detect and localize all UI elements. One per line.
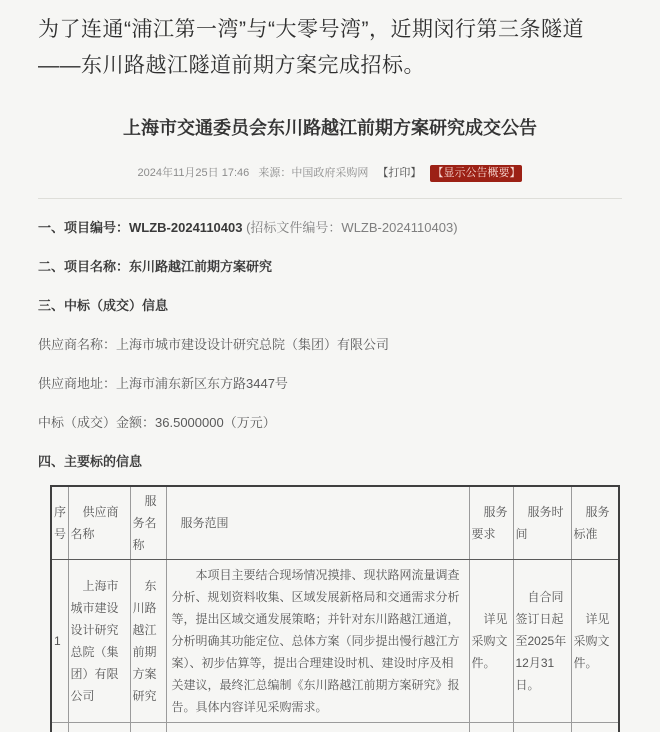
main-subject-label: 四、主要标的信息: [38, 454, 143, 469]
cell-service-name: 东川路越江前期方案研究: [130, 560, 166, 723]
supplier-address-label: 供应商地址：: [38, 376, 117, 391]
empty-cell: [166, 723, 469, 732]
main-subject-table: [50, 485, 620, 732]
section-main-subject: [38, 453, 622, 471]
cell-service-requirement: 详见采购文件。: [469, 560, 513, 723]
header-index: 序号: [51, 486, 68, 560]
project-number-value: WLZB-2024110403: [129, 220, 243, 235]
award-info-label: 三、中标（成交）信息: [38, 298, 169, 313]
intro-paragraph: 为了连通“浦江第一湾”与“大零号湾”，近期闵行第三条隧道——东川路越江隧道前期方案完成招标。: [38, 18, 584, 77]
header-service-name: 服务名称: [130, 486, 166, 560]
header-service-standard: 服务标准: [571, 486, 619, 560]
header-service-time: 服务时间: [513, 486, 571, 560]
cell-service-scope: 本项目主要结合现场情况摸排、现状路网流量调查分析、规划资料收集、区域发展新格局和交通需求分析等，提出区域交通发展策略；并针对东川路越江通道，分析明确其功能定位、总体方案（同步提出慢行越江方案）、初步估算等，提出合理建设时机、建设时序及相关建议，最终汇总编制《东川路越江前期方案研究》报告。具体内容详见采购需求。: [166, 560, 469, 723]
award-amount-line: [38, 414, 622, 432]
project-number-note: (招标文件编号：WLZB-2024110403): [246, 220, 458, 235]
print-button[interactable]: 【打印】: [377, 167, 422, 179]
empty-cell: [130, 723, 166, 732]
supplier-address-line: [38, 375, 622, 393]
cell-service-time: 自合同签订日起至2025年12月31日。: [513, 560, 571, 723]
project-name-label: 二、项目名称：: [38, 259, 130, 274]
supplier-name-value: 上海市城市建设设计研究总院（集团）有限公司: [116, 337, 390, 352]
section-project-number: [38, 219, 622, 237]
project-name-value: 东川路越江前期方案研究: [129, 259, 273, 274]
award-amount-label: 中标（成交）金额：: [38, 415, 156, 430]
header-service-requirement: 服务要求: [469, 486, 513, 560]
supplier-name-label: 供应商名称：: [38, 337, 117, 352]
supplier-address-value: 上海市浦东新区东方路3447号: [116, 376, 288, 391]
table-empty-row: [51, 723, 619, 732]
publish-datetime: 2024年11月25日 17:46: [137, 167, 250, 179]
cell-supplier: 上海市城市建设设计研究总院（集团）有限公司: [68, 560, 130, 723]
header-service-scope: 服务范围: [166, 486, 469, 560]
supplier-name-line: [38, 336, 622, 354]
announcement-body: [38, 199, 622, 732]
source-label: 来源：: [258, 167, 292, 179]
empty-cell: [469, 723, 513, 732]
cell-index: 1: [51, 560, 68, 723]
empty-cell: [571, 723, 619, 732]
empty-cell: [51, 723, 68, 732]
header-supplier: 供应商名称: [68, 486, 130, 560]
section-award-info: [38, 297, 622, 315]
award-amount-value: 36.5000000（万元）: [155, 415, 276, 430]
empty-cell: [513, 723, 571, 732]
section-project-name: [38, 258, 622, 276]
table-row: [51, 560, 619, 723]
meta-line: [38, 165, 622, 182]
empty-cell: [68, 723, 130, 732]
source-name: 中国政府采购网: [291, 167, 369, 179]
table-header-row: [51, 486, 619, 560]
project-number-label: 一、项目编号：: [38, 220, 130, 235]
page-title: 上海市交通委员会东川路越江前期方案研究成交公告: [123, 118, 537, 138]
show-summary-button[interactable]: 【显示公告概要】: [430, 165, 522, 182]
cell-service-standard: 详见采购文件。: [571, 560, 619, 723]
